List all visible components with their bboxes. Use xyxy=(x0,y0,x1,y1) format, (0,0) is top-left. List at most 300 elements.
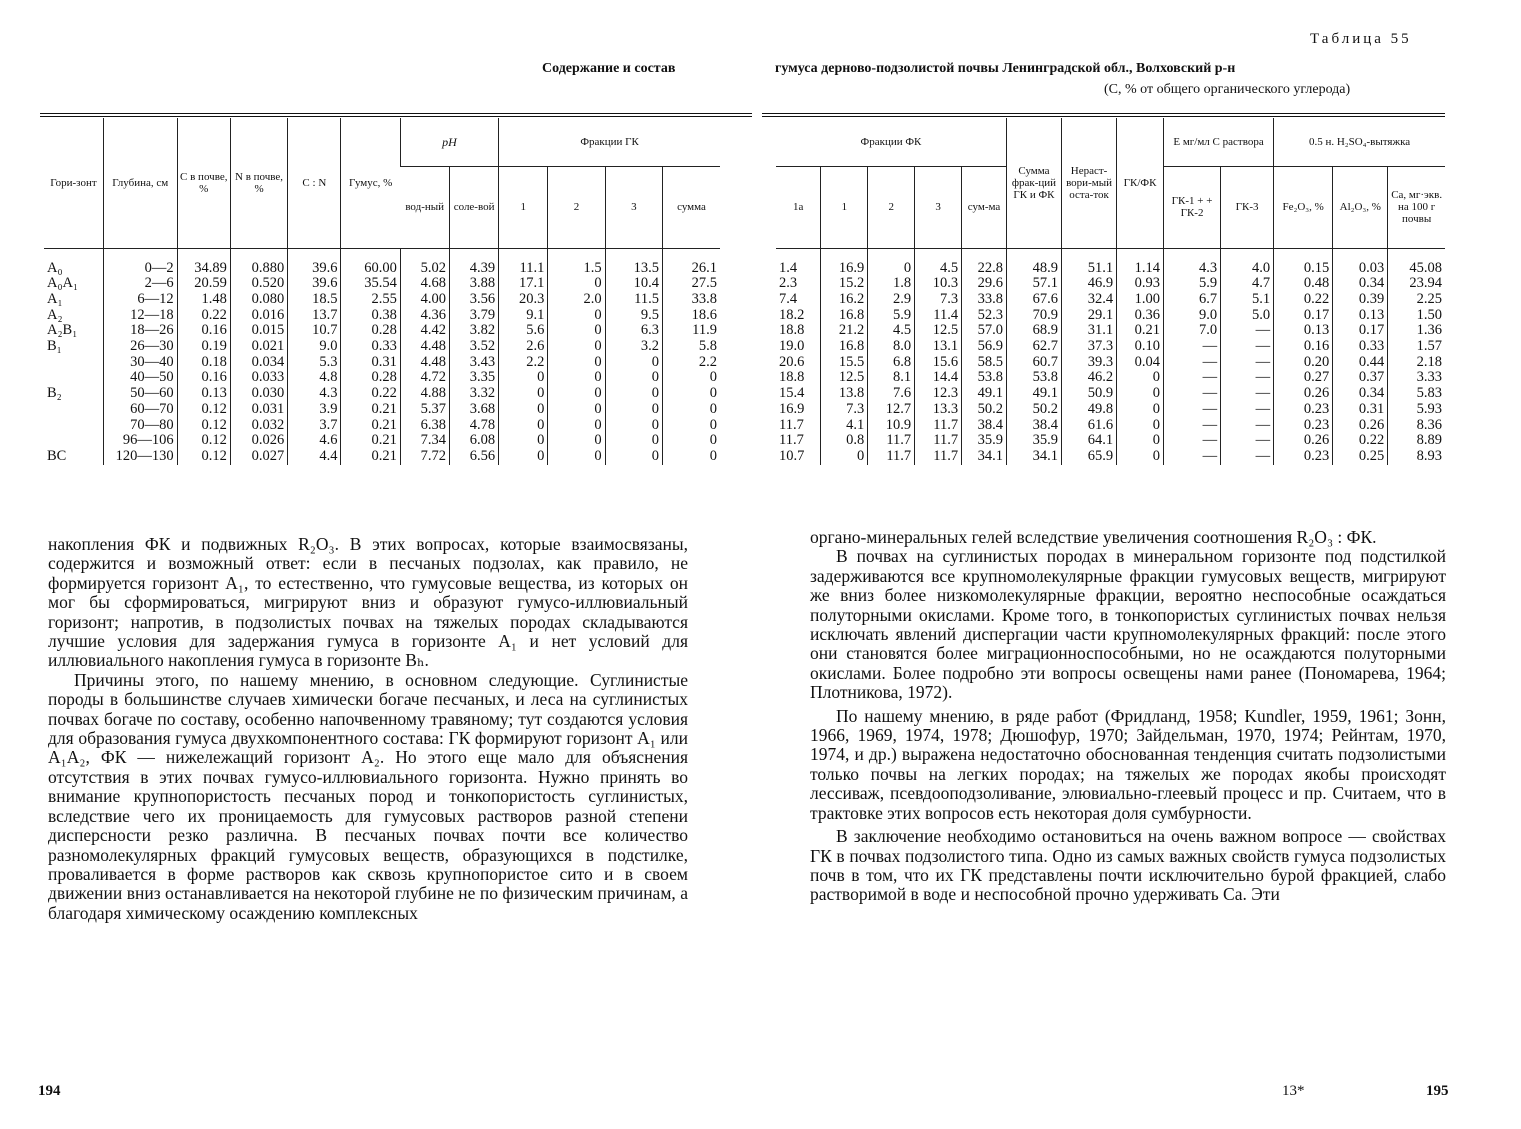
table-cell: 0.016 xyxy=(230,308,287,324)
table-cell: — xyxy=(1221,402,1274,418)
table-row xyxy=(44,386,720,402)
table-cell: — xyxy=(1163,449,1220,465)
table-row xyxy=(776,370,1445,386)
col-al: Al₂O₃, % xyxy=(1333,166,1388,248)
table-cell: 3.79 xyxy=(450,308,499,324)
table-cell: 50.2 xyxy=(962,402,1007,418)
col-sum-gk-fk: Сумма фрак-ций ГК и ФК xyxy=(1006,118,1061,248)
table-cell: 0.21 xyxy=(1117,323,1164,339)
col-gk-fk: ГК/ФК xyxy=(1117,118,1164,248)
table-cell: 31.1 xyxy=(1062,323,1117,339)
table-row xyxy=(776,308,1445,324)
table-cell: 60.00 xyxy=(341,248,400,276)
table-cell: 8.89 xyxy=(1388,433,1445,449)
table-cell: 4.36 xyxy=(400,308,449,324)
table-cell: A₁ xyxy=(47,290,63,307)
paragraph: В заключение необходимо остановиться на очень важном вопросе — свойствах ГК в почвах подзолистого типа. Одно из самых важных свойств гумуса подзолистых почв в том, что их ГК представлены почти исключительно бурой фракцией, слабо растворимой в воде и неспособной прочно удерживать Ca. Эти xyxy=(810,826,1446,905)
table-cell: 11.7 xyxy=(915,418,962,434)
table-cell: 19.0 xyxy=(779,338,805,355)
table-cell: 39.6 xyxy=(288,276,341,292)
table-top-rule xyxy=(40,113,752,117)
table-cell xyxy=(44,370,103,386)
table-cell: 11.7 xyxy=(915,433,962,449)
table-cell: 0.13 xyxy=(177,386,230,402)
table-cell: 9.0 xyxy=(1163,308,1220,324)
data-table-right xyxy=(776,118,1445,465)
table-cell: 20.6 xyxy=(779,353,805,370)
table-cell: 2.2 xyxy=(499,355,548,371)
table-cell: 4.72 xyxy=(400,370,449,386)
table-cell: 0.030 xyxy=(230,386,287,402)
col-c-soil: С в почве, % xyxy=(177,118,230,248)
table-row xyxy=(776,449,1445,465)
col-gk: Фракции ГК xyxy=(499,118,720,166)
paragraph: накопления ФК и подвижных R₂O₃. В этих вопросах, которые взаимосвязаны, содержится и возможный ответ: если в песчаных подзолах, как правило, не формируется горизонт A₁, то естественно, что гумусовые вещества, из которых он мог бы сформироваться, мигрируют вниз и образуют гумусо-иллювиальный горизонт; напротив, в подзолистых почвах на тяжелых породах складываются лучшие условия для задержания гумуса в горизонте A₁ и нет условий для иллювиального накопления гумуса в горизонте Bₕ. xyxy=(48,534,688,671)
table-cell: 5.6 xyxy=(499,323,548,339)
table-cell: 2.9 xyxy=(868,292,915,308)
table-cell: 15.5 xyxy=(821,355,868,371)
table-row xyxy=(776,276,1445,292)
table-cell: — xyxy=(1163,370,1220,386)
table-cell: 1.57 xyxy=(1388,339,1445,355)
table-row xyxy=(44,355,720,371)
table-cell: 39.3 xyxy=(1062,355,1117,371)
table-cell: 53.8 xyxy=(962,370,1007,386)
table-cell: 0.26 xyxy=(1274,386,1333,402)
table-cell: 65.9 xyxy=(1062,449,1117,465)
paragraph: органо-минеральных гелей вследствие увеличения соотношения R₂O₃ : ФК. xyxy=(810,527,1377,547)
table-cell: — xyxy=(1221,386,1274,402)
table-cell: 5.3 xyxy=(288,355,341,371)
table-cell: 5.0 xyxy=(1221,308,1274,324)
table-cell: 3.33 xyxy=(1388,370,1445,386)
table-row xyxy=(776,386,1445,402)
table-cell: 0 xyxy=(1117,370,1164,386)
table-cell: 70.9 xyxy=(1006,308,1061,324)
table-cell: 18.8 xyxy=(779,369,805,386)
col-gk-sum: сумма xyxy=(663,166,720,248)
table-cell: 33.8 xyxy=(663,292,720,308)
table-cell: 60—70 xyxy=(103,402,177,418)
table-cell: 50—60 xyxy=(103,386,177,402)
table-cell: 0.13 xyxy=(1274,323,1333,339)
table-cell: 0.12 xyxy=(177,418,230,434)
table-cell: 2.6 xyxy=(499,339,548,355)
table-cell: 4.6 xyxy=(288,433,341,449)
table-cell: 68.9 xyxy=(1006,323,1061,339)
table-cell: 0 xyxy=(548,449,605,465)
col-gk-3: 3 xyxy=(605,166,662,248)
table-cell: 0.31 xyxy=(1333,402,1388,418)
table-cell: 0.23 xyxy=(1274,418,1333,434)
table-cell: 0.880 xyxy=(230,248,287,276)
table-heading-right: гумуса дерново-подзолистой почвы Ленинградской обл., Волховский р-н xyxy=(775,61,1236,76)
table-cell: — xyxy=(1163,402,1220,418)
table-cell: 1.00 xyxy=(1117,292,1164,308)
table-cell: 0.26 xyxy=(1333,418,1388,434)
table-cell: 0 xyxy=(663,370,720,386)
table-cell: 16.9 xyxy=(821,248,868,276)
table-row xyxy=(44,402,720,418)
table-cell: 0 xyxy=(548,355,605,371)
table-cell: 35.9 xyxy=(1006,433,1061,449)
signature-mark: 13* xyxy=(1282,1083,1305,1099)
col-gk-2: 2 xyxy=(548,166,605,248)
table-cell: 0 xyxy=(499,402,548,418)
table-cell: 0 xyxy=(499,418,548,434)
table-cell: 3.68 xyxy=(450,402,499,418)
table-cell: 52.3 xyxy=(962,308,1007,324)
table-cell: 0 xyxy=(499,433,548,449)
table-cell: 30—40 xyxy=(103,355,177,371)
table-cell: 15.4 xyxy=(779,385,805,402)
table-cell: 0.12 xyxy=(177,449,230,465)
table-cell: 3.35 xyxy=(450,370,499,386)
table-cell xyxy=(44,402,103,418)
table-cell: B₂ xyxy=(47,385,62,402)
table-cell: 0 xyxy=(548,308,605,324)
table-cell: 0 xyxy=(548,386,605,402)
table-cell: 10.7 xyxy=(288,323,341,339)
table-cell: 7.72 xyxy=(400,449,449,465)
table-cell: 12.5 xyxy=(821,370,868,386)
table-cell: 8.1 xyxy=(868,370,915,386)
table-cell: — xyxy=(1221,449,1274,465)
table-row xyxy=(44,418,720,434)
table-cell: 11.7 xyxy=(779,416,804,433)
table-cell: 15.6 xyxy=(915,355,962,371)
table-cell: 10.9 xyxy=(868,418,915,434)
table-cell: 7.3 xyxy=(915,292,962,308)
table-cell: 38.4 xyxy=(962,418,1007,434)
table-cell: 1.8 xyxy=(868,276,915,292)
table-cell: 3.56 xyxy=(450,292,499,308)
table-cell: — xyxy=(1221,323,1274,339)
table-row xyxy=(44,308,720,324)
table-cell: 32.4 xyxy=(1062,292,1117,308)
table-cell: 0.027 xyxy=(230,449,287,465)
table-cell: 13.8 xyxy=(821,386,868,402)
table-cell: 46.2 xyxy=(1062,370,1117,386)
table-cell: 29.1 xyxy=(1062,308,1117,324)
table-row xyxy=(776,339,1445,355)
table-cell: 4.78 xyxy=(450,418,499,434)
page-number-right: 195 xyxy=(1426,1083,1449,1099)
table-cell: 0.21 xyxy=(341,433,400,449)
table-cell: 1.14 xyxy=(1117,248,1164,276)
table-cell: 27.5 xyxy=(663,276,720,292)
table-cell: 0 xyxy=(499,449,548,465)
table-cell: 62.7 xyxy=(1006,339,1061,355)
table-cell: 0.21 xyxy=(341,449,400,465)
table-cell: 0.37 xyxy=(1333,370,1388,386)
table-cell: 4.4 xyxy=(288,449,341,465)
table-cell: 0.25 xyxy=(1333,449,1388,465)
table-cell: 0 xyxy=(548,339,605,355)
table-cell: 3.52 xyxy=(450,339,499,355)
table-cell: 6.08 xyxy=(450,433,499,449)
table-cell: 0 xyxy=(605,402,662,418)
table-cell: 7.3 xyxy=(821,402,868,418)
table-cell: 0.16 xyxy=(177,370,230,386)
table-cell: 0.34 xyxy=(1333,276,1388,292)
table-cell: 96—106 xyxy=(103,433,177,449)
col-fk-1: 1 xyxy=(821,166,868,248)
table-cell: 13.7 xyxy=(288,308,341,324)
table-cell: 18.2 xyxy=(779,306,805,323)
col-ph-water: вод-ный xyxy=(400,166,449,248)
table-cell: 34.1 xyxy=(1006,449,1061,465)
table-cell: 0 xyxy=(605,355,662,371)
data-table-left xyxy=(44,118,720,465)
table-cell: 0.21 xyxy=(341,418,400,434)
table-cell: 17.1 xyxy=(499,276,548,292)
table-cell: 0 xyxy=(663,433,720,449)
table-cell: 11.7 xyxy=(915,449,962,465)
table-cell: 0 xyxy=(548,402,605,418)
table-cell: 5.37 xyxy=(400,402,449,418)
table-cell: 6.8 xyxy=(868,355,915,371)
table-cell: 15.2 xyxy=(821,276,868,292)
table-cell: 8.0 xyxy=(868,339,915,355)
table-cell: 0.22 xyxy=(341,386,400,402)
table-cell: 5.9 xyxy=(868,308,915,324)
table-cell: 16.8 xyxy=(821,308,868,324)
table-cell: A₂ xyxy=(47,306,63,323)
table-cell: 0 xyxy=(1117,433,1164,449)
table-cell: 18—26 xyxy=(103,323,177,339)
table-cell: 60.7 xyxy=(1006,355,1061,371)
table-row xyxy=(776,418,1445,434)
table-heading-left: Содержание и состав xyxy=(542,61,676,76)
table-cell: 3.43 xyxy=(450,355,499,371)
table-cell: 14.4 xyxy=(915,370,962,386)
table-cell: 18.6 xyxy=(663,308,720,324)
table-row xyxy=(776,323,1445,339)
paragraph: В почвах на суглинистых породах в минеральном горизонте под подстилкой задерживаются все крупномолекулярные фракции гумусовых веществ, мигрируют же вниз более низкомолекулярные фракции, вероятно неспособные осаждаться полуторными окислами. Кроме того, в тонкопористых суглинистых почвах нельзя исключать явлений диспергации части крупномолекулярных фракций: после этого они становятся более миграционноспособными, но не осаждаются полуторными окислами. Более подробно эти вопросы освещены нами ранее (Пономарева, 1964; Плотникова, 1972). xyxy=(810,546,1446,703)
table-cell: 0.23 xyxy=(1274,449,1333,465)
table-cell: 4.39 xyxy=(450,248,499,276)
table-cell: 5.9 xyxy=(1163,276,1220,292)
table-cell: 33.8 xyxy=(962,292,1007,308)
table-cell: A₀A₁ xyxy=(47,275,79,292)
table-cell: 3.32 xyxy=(450,386,499,402)
table-cell: 39.6 xyxy=(288,248,341,276)
table-cell: 56.9 xyxy=(962,339,1007,355)
table-cell: 6.3 xyxy=(605,323,662,339)
table-cell: 0.04 xyxy=(1117,355,1164,371)
table-subcaption: (С, % от общего органического углерода) xyxy=(1104,82,1351,97)
table-cell: 4.1 xyxy=(821,418,868,434)
col-ph-salt: соле-вой xyxy=(450,166,499,248)
table-cell xyxy=(44,433,103,449)
table-cell: 0 xyxy=(821,449,868,465)
table-row xyxy=(44,276,720,292)
paragraph: По нашему мнению, в ряде работ (Фридланд, 1958; Kundler, 1959, 1961; Зонн, 1966, 1969, 1974, 1978; Дюшофур, 1970; Зайдельман, 1970, 1974; Рейнтам, 1970, 1974, и др.) выражена недостаточно обоснованная тенденция считать подзолистыми только почвы на легких породах; на тяжелых же породах якобы происходят лессиваж, псевдооподзоливание, элювиально-глеевый процесс и пр. Считаем, что в трактовке этих вопросов есть некоторая доля сумбурности. xyxy=(810,705,1446,823)
table-row xyxy=(776,433,1445,449)
table-cell: 3.7 xyxy=(288,418,341,434)
table-cell: 0.10 xyxy=(1117,339,1164,355)
table-cell: 23.94 xyxy=(1388,276,1445,292)
table-cell: 0.20 xyxy=(1274,355,1333,371)
table-cell: 0.032 xyxy=(230,418,287,434)
table-cell: 6.56 xyxy=(450,449,499,465)
col-fk: Фракции ФК xyxy=(776,118,1006,166)
table-cell: 0.026 xyxy=(230,433,287,449)
table-row xyxy=(776,355,1445,371)
table-cell: 0 xyxy=(1117,418,1164,434)
col-insoluble: Нераст-вори-мый оста-ток xyxy=(1062,118,1117,248)
table-cell: 5.02 xyxy=(400,248,449,276)
table-cell: 3.2 xyxy=(605,339,662,355)
table-cell: 0.36 xyxy=(1117,308,1164,324)
table-cell: 0.12 xyxy=(177,402,230,418)
table-cell: 58.5 xyxy=(962,355,1007,371)
table-cell: 9.5 xyxy=(605,308,662,324)
body-text-left xyxy=(48,535,688,923)
table-cell: 0 xyxy=(1117,449,1164,465)
table-cell: 40—50 xyxy=(103,370,177,386)
table-cell: 0.015 xyxy=(230,323,287,339)
table-cell: 0.17 xyxy=(1274,308,1333,324)
table-cell: 2.25 xyxy=(1388,292,1445,308)
table-cell: 7.6 xyxy=(868,386,915,402)
table-cell: 48.9 xyxy=(1006,248,1061,276)
table-row xyxy=(44,449,720,465)
table-cell: 8.93 xyxy=(1388,449,1445,465)
table-cell: 9.0 xyxy=(288,339,341,355)
table-cell: 0.080 xyxy=(230,292,287,308)
table-cell: 0 xyxy=(663,386,720,402)
table-cell: 2.55 xyxy=(341,292,400,308)
table-cell: 11.9 xyxy=(663,323,720,339)
table-cell: 4.0 xyxy=(1221,248,1274,276)
table-cell: 0.27 xyxy=(1274,370,1333,386)
table-cell: 12—18 xyxy=(103,308,177,324)
table-cell: 0.38 xyxy=(341,308,400,324)
table-cell: 26—30 xyxy=(103,339,177,355)
col-depth: Глубина, см xyxy=(103,118,177,248)
col-horizon: Гори-зонт xyxy=(44,118,103,248)
table-cell: — xyxy=(1221,418,1274,434)
table-cell: 4.00 xyxy=(400,292,449,308)
table-cell: 4.48 xyxy=(400,339,449,355)
table-cell: 4.7 xyxy=(1221,276,1274,292)
table-cell: 0.031 xyxy=(230,402,287,418)
table-row xyxy=(44,292,720,308)
table-cell: 0 xyxy=(548,323,605,339)
table-cell: 1.5 xyxy=(548,248,605,276)
table-cell: 26.1 xyxy=(663,248,720,276)
table-cell: 57.1 xyxy=(1006,276,1061,292)
table-cell: 18.8 xyxy=(779,322,805,339)
table-cell: 0 xyxy=(605,433,662,449)
table-cell: 49.1 xyxy=(962,386,1007,402)
table-cell: 4.5 xyxy=(915,248,962,276)
col-fk-2: 2 xyxy=(868,166,915,248)
table-cell: 1.4 xyxy=(779,259,798,276)
table-cell: 3.82 xyxy=(450,323,499,339)
table-cell: 2.0 xyxy=(548,292,605,308)
col-n-soil: N в почве, % xyxy=(230,118,287,248)
table-cell: 0 xyxy=(663,418,720,434)
table-cell: 1.48 xyxy=(177,292,230,308)
table-row xyxy=(44,323,720,339)
table-row xyxy=(44,248,720,276)
table-cell: 0.33 xyxy=(1333,339,1388,355)
page-number-left: 194 xyxy=(38,1083,61,1099)
col-e-gk12: ГК-1 + + ГК-2 xyxy=(1163,166,1220,248)
table-cell: 11.1 xyxy=(499,248,548,276)
table-cell: 57.0 xyxy=(962,323,1007,339)
table-cell: 0 xyxy=(605,370,662,386)
table-cell xyxy=(44,355,103,371)
table-cell: 7.4 xyxy=(779,290,798,307)
table-cell: — xyxy=(1221,339,1274,355)
table-cell: 53.8 xyxy=(1006,370,1061,386)
table-cell: 50.9 xyxy=(1062,386,1117,402)
table-cell: 0.03 xyxy=(1333,248,1388,276)
table-cell: — xyxy=(1221,433,1274,449)
col-ca: Ca, мг·экв. на 100 г почвы xyxy=(1388,166,1445,248)
table-cell: 3.88 xyxy=(450,276,499,292)
table-cell: 0 xyxy=(868,248,915,276)
table-cell: 0.22 xyxy=(177,308,230,324)
table-cell: 2.3 xyxy=(779,275,798,292)
table-cell: 0.033 xyxy=(230,370,287,386)
table-cell: 0 xyxy=(1117,386,1164,402)
table-cell: 61.6 xyxy=(1062,418,1117,434)
table-cell: 2—6 xyxy=(103,276,177,292)
table-cell: 10.4 xyxy=(605,276,662,292)
table-cell: 4.68 xyxy=(400,276,449,292)
col-e: E мг/мл C раствора xyxy=(1163,118,1273,166)
table-cell: 70—80 xyxy=(103,418,177,434)
table-cell: 11.7 xyxy=(779,432,804,449)
table-cell: 0.31 xyxy=(341,355,400,371)
table-cell: 0.16 xyxy=(1274,339,1333,355)
table-cell: 10.7 xyxy=(779,447,805,464)
table-cell: 0 xyxy=(663,402,720,418)
table-cell: 0.021 xyxy=(230,339,287,355)
table-row xyxy=(44,339,720,355)
table-label: Таблица 55 xyxy=(1310,31,1412,47)
col-h2so4: 0.5 н. H₂SO₄-вытяжка xyxy=(1274,118,1445,166)
table-cell: 0.33 xyxy=(341,339,400,355)
col-ph: pH xyxy=(400,118,498,166)
table-cell: 0.34 xyxy=(1333,386,1388,402)
table-cell: 6.38 xyxy=(400,418,449,434)
table-cell: 9.1 xyxy=(499,308,548,324)
table-cell: 0.17 xyxy=(1333,323,1388,339)
table-cell: 1.50 xyxy=(1388,308,1445,324)
table-cell: 11.5 xyxy=(605,292,662,308)
table-cell: 4.3 xyxy=(1163,248,1220,276)
table-row xyxy=(776,402,1445,418)
table-cell: 0.44 xyxy=(1333,355,1388,371)
table-cell: 7.0 xyxy=(1163,323,1220,339)
table-cell: 50.2 xyxy=(1006,402,1061,418)
table-cell: 0.22 xyxy=(1333,433,1388,449)
table-cell: 0 xyxy=(663,449,720,465)
table-cell: 0.23 xyxy=(1274,402,1333,418)
table-cell: 0.28 xyxy=(341,370,400,386)
table-cell: 4.3 xyxy=(288,386,341,402)
table-cell: — xyxy=(1221,355,1274,371)
table-cell: 29.6 xyxy=(962,276,1007,292)
table-cell: — xyxy=(1163,355,1220,371)
table-row xyxy=(44,370,720,386)
